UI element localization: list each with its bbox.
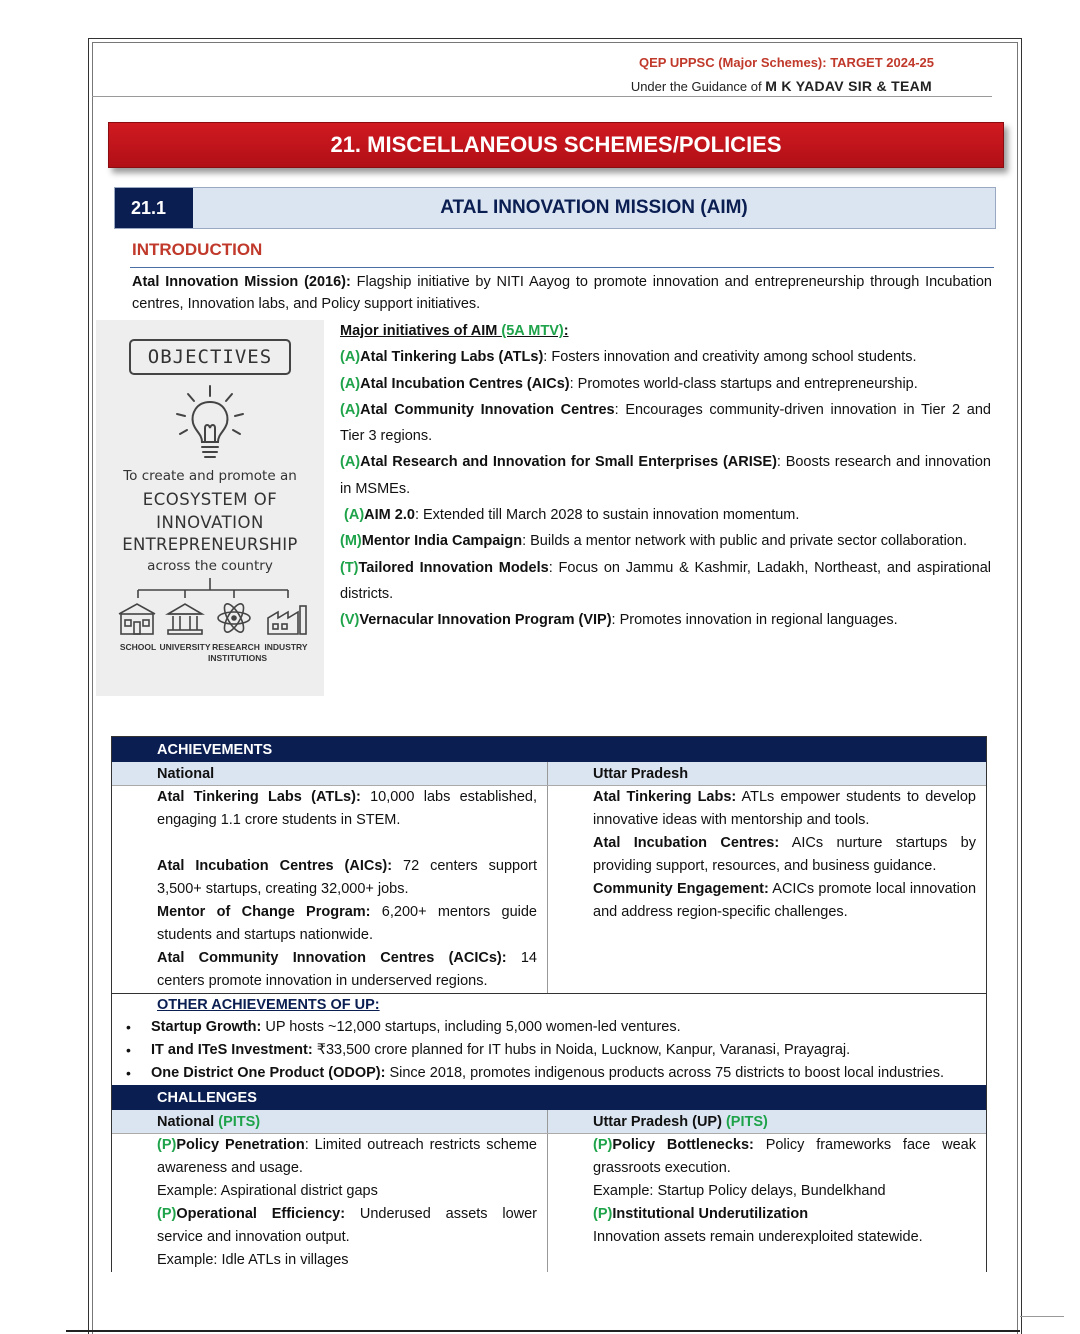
achievement-item: Community Engagement: ACICs promote local innovation and address region-specific challenges. bbox=[593, 881, 977, 920]
objectives-line4: ENTREPRENEURSHIP bbox=[122, 535, 298, 554]
intro-paragraph: Atal Innovation Mission (2016): Flagship initiative by NITI Aayog to promote innovation and entrepreneurship through Incubation centres, Innovation labs, and Policy support initiatives. bbox=[132, 274, 992, 312]
challenge-item: (P)Institutional Underutilization bbox=[593, 1206, 809, 1222]
section-title: ATAL INNOVATION MISSION (AIM) bbox=[440, 197, 748, 218]
challenge-example: Example: Idle ATLs in villages bbox=[157, 1252, 349, 1268]
up-achievements bbox=[548, 786, 986, 993]
up-challenges bbox=[548, 1134, 986, 1272]
intro-heading: INTRODUCTION bbox=[132, 240, 263, 259]
footer-divider bbox=[66, 1330, 1020, 1332]
initiative-item: (M)Mentor India Campaign: Builds a mentor network with public and private sector collaboration. bbox=[340, 533, 967, 550]
achievement-item: Atal Tinkering Labs: ATLs empower students to develop innovative ideas with mentorship and tools. bbox=[593, 789, 976, 828]
column-up: Uttar Pradesh bbox=[593, 765, 689, 782]
initiative-item: (A)Atal Research and Innovation for Small Enterprises (ARISE): Boosts research and innovation in MSMEs. bbox=[340, 454, 991, 497]
header-guidance: Under the Guidance of M K YADAV SIR & TEAM bbox=[630, 78, 932, 94]
objectives-line1: To create and promote an bbox=[123, 468, 297, 484]
challenge-example: Example: Startup Policy delays, Bundelkhand bbox=[593, 1183, 886, 1199]
achievement-item: Atal Incubation Centres: AICs nurture startups by providing support, resources, and business guidance. bbox=[593, 835, 976, 874]
initiatives-title: Major initiatives of AIM (5A MTV): bbox=[340, 323, 569, 339]
national-challenges bbox=[112, 1134, 548, 1272]
initiative-item: (A)Atal Community Innovation Centres: Encourages community-driven innovation in Tier 2 and Tier 3 regions. bbox=[340, 401, 991, 445]
achievements-table bbox=[111, 736, 987, 1272]
achievements-body bbox=[112, 785, 986, 993]
challenges-body bbox=[112, 1133, 986, 1272]
label-research: RESEARCH INSTITUTIONS bbox=[208, 642, 268, 663]
label-university: UNIVERSITY bbox=[159, 642, 211, 652]
challenge-item: (P)Policy Bottlenecks: Policy frameworks face weak grassroots execution. bbox=[593, 1137, 976, 1176]
challenge-item: (P)Operational Efficiency: Underused assets lower service and innovation output. bbox=[157, 1206, 537, 1245]
label-school: SCHOOL bbox=[119, 642, 157, 652]
footer-mark bbox=[1020, 1316, 1064, 1317]
label-industry: INDUSTRY bbox=[264, 642, 308, 652]
initiative-item: (V)Vernacular Innovation Program (VIP): Promotes innovation in regional languages. bbox=[340, 612, 898, 629]
achievements-columns bbox=[112, 762, 986, 785]
column-up: Uttar Pradesh (UP) (PITS) bbox=[593, 1113, 768, 1130]
achievement-item: Atal Incubation Centres (AICs): 72 centers support 3,500+ startups, creating 32,000+ jobs. bbox=[157, 858, 537, 897]
intro-divider bbox=[130, 267, 994, 268]
initiative-item: (A)Atal Incubation Centres (AICs): Promotes world-class startups and entrepreneurship. bbox=[340, 375, 918, 392]
other-achievements-heading: OTHER ACHIEVEMENTS OF UP: bbox=[112, 993, 986, 1016]
column-national: National bbox=[112, 762, 548, 785]
objectives-line3: INNOVATION bbox=[156, 513, 264, 532]
objectives-line2: ECOSYSTEM OF bbox=[142, 490, 278, 509]
other-achievements-list bbox=[112, 1016, 986, 1085]
list-item: • IT and ITeS Investment: ₹33,500 crore planned for IT hubs in Noida, Lucknow, Kanpur, Varanasi, Prayagraj. bbox=[112, 1039, 976, 1062]
lightbulb-icon bbox=[174, 384, 246, 466]
challenges-columns bbox=[112, 1110, 986, 1133]
list-item: • One District One Product (ODOP): Since 2018, promotes indigenous products across 75 districts to boost local industries. bbox=[112, 1062, 976, 1085]
initiatives-list bbox=[340, 318, 991, 634]
header-title: QEP UPPSC (Major Schemes): TARGET 2024-25 bbox=[638, 55, 934, 70]
challenge-example: Example: Aspirational district gaps bbox=[157, 1183, 378, 1199]
initiative-item: (T)Tailored Innovation Models: Focus on Jammu & Kashmir, Ladakh, Northeast, and aspirational districts. bbox=[340, 559, 992, 602]
challenge-example: Innovation assets remain underexploited statewide. bbox=[593, 1229, 923, 1245]
achievement-item: Mentor of Change Program: 6,200+ mentors guide students and startups nationwide. bbox=[157, 904, 537, 943]
objectives-illustration bbox=[96, 320, 324, 696]
national-achievements bbox=[112, 786, 548, 993]
initiative-item: (A)AIM 2.0: Extended till March 2028 to sustain innovation momentum. bbox=[340, 507, 800, 524]
section-bar bbox=[114, 187, 996, 229]
challenge-item: (P)Policy Penetration: Limited outreach restricts scheme awareness and usage. bbox=[157, 1137, 537, 1176]
header-divider bbox=[92, 96, 992, 97]
list-item: • Startup Growth: UP hosts ~12,000 startups, including 5,000 women-led ventures. bbox=[112, 1016, 976, 1039]
chapter-banner: 21. MISCELLANEOUS SCHEMES/POLICIES bbox=[108, 122, 1004, 168]
section-number: 21.1 bbox=[115, 188, 193, 228]
challenges-heading: CHALLENGES bbox=[112, 1085, 986, 1110]
objectives-line5: across the country bbox=[147, 558, 273, 574]
column-national: National (PITS) bbox=[112, 1110, 548, 1133]
achievement-item: Atal Tinkering Labs (ATLs): 10,000 labs established, engaging 1.1 crore students in STEM. bbox=[157, 789, 537, 828]
initiative-item: (A)Atal Tinkering Labs (ATLs): Fosters innovation and creativity among school students. bbox=[340, 349, 917, 366]
objectives-box: OBJECTIVES bbox=[129, 339, 291, 375]
stakeholder-tree-icon bbox=[96, 578, 324, 638]
achievement-item: Atal Community Innovation Centres (ACICs): 14 centers promote innovation in underserved regions. bbox=[157, 950, 537, 989]
achievements-heading: ACHIEVEMENTS bbox=[112, 737, 986, 762]
